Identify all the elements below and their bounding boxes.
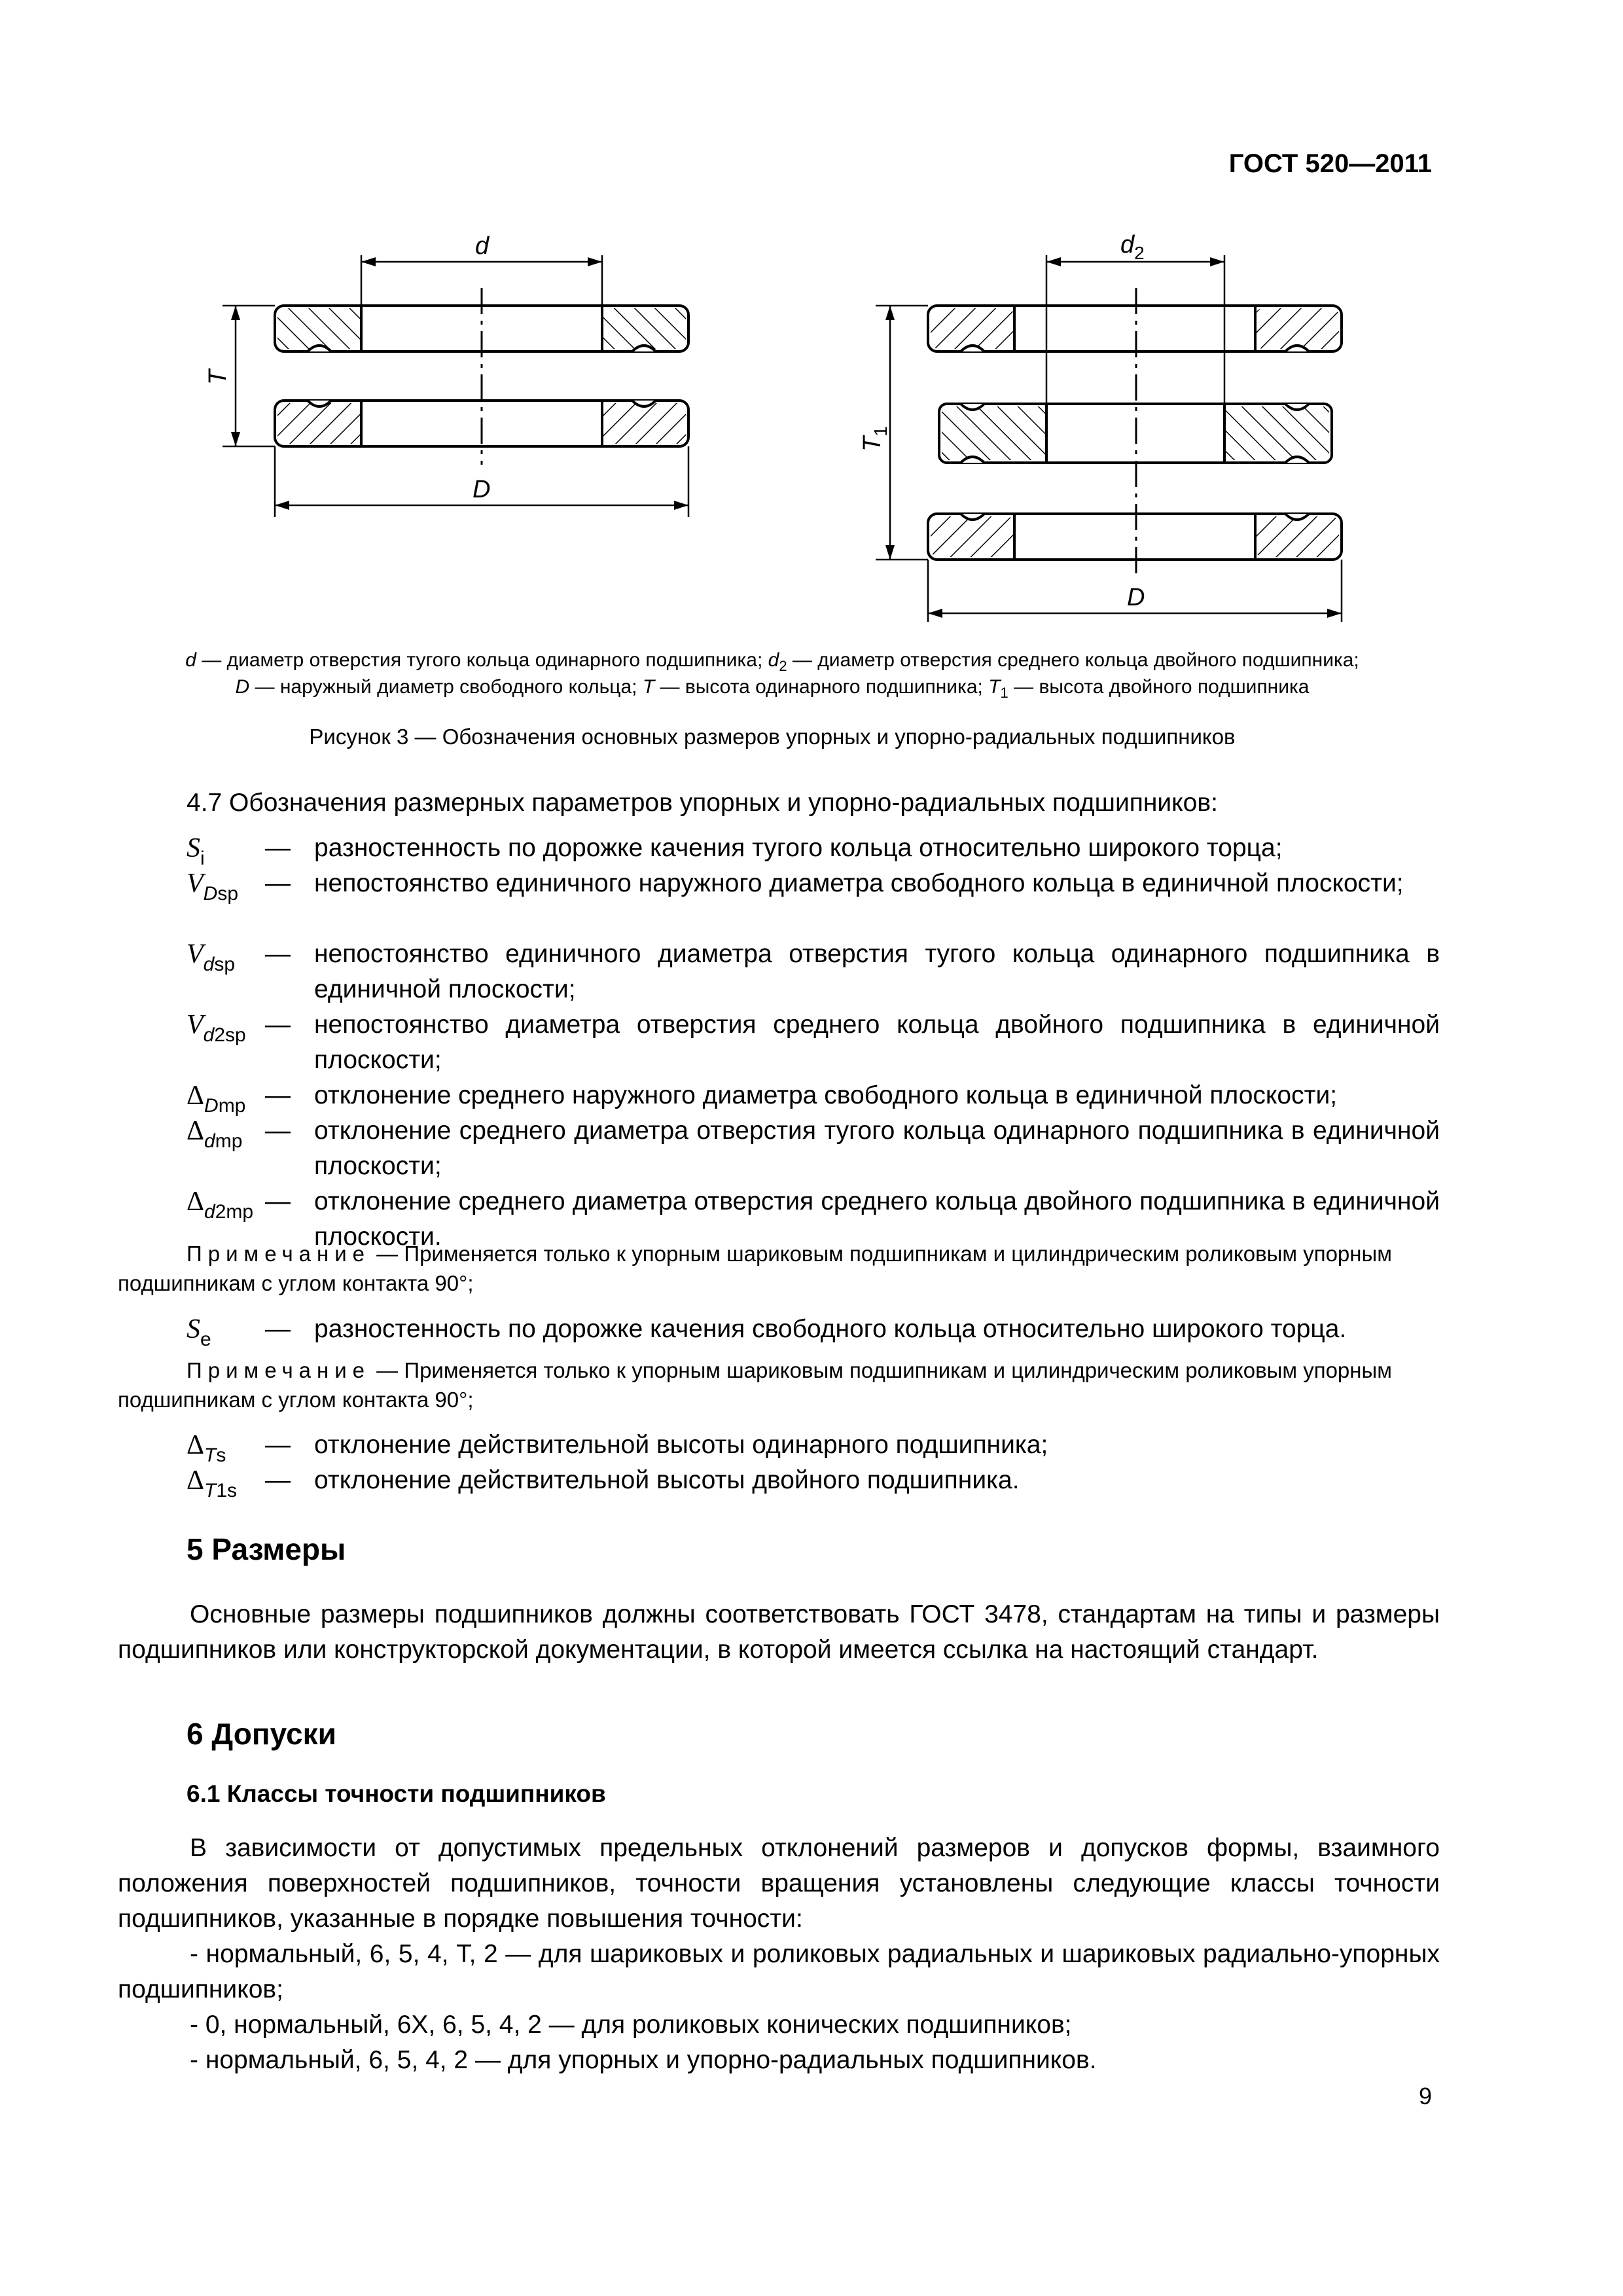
document-id: ГОСТ 520—2011	[1228, 149, 1432, 178]
definition-dash: —	[265, 1011, 291, 1039]
label-D-right: D	[1127, 584, 1145, 611]
definition-symbol: $S_i$	[187, 833, 205, 869]
section-6-title: 6 Допуски	[187, 1717, 336, 1751]
label-D-left: D	[473, 476, 491, 503]
list-item: - нормальный, 6, 5, 4, Т, 2 — для шариковых и роликовых радиальных и шариковых радиально-упорных подшипников;	[118, 1940, 1440, 2003]
section-6-1-title: 6.1 Классы точности подшипников	[187, 1780, 606, 1807]
page-number: 9	[1418, 2083, 1432, 2109]
definition-dash: —	[265, 1187, 291, 1215]
note-1: Примечание — Применяется только к упорным шариковым подшипникам и цилиндрическим роликовым упорным подшипникам с углом контакта 90°;	[118, 1242, 1392, 1295]
definition-symbol: $V_{d2sp}$	[187, 1010, 246, 1046]
bearing-dimensions-figure	[0, 0, 1623, 655]
figure-caption: Рисунок 3 — Обозначения основных размеров упорных и упорно-радиальных подшипников	[309, 725, 1236, 749]
definition-dash: —	[265, 869, 291, 897]
definition-symbol: $\Delta_{d2mp}$	[187, 1187, 254, 1223]
definition-symbol: $\Delta_{Dmp}$	[187, 1081, 246, 1117]
definition-text: непостоянство единичного наружного диаметра свободного кольца в единичной плоскости;	[314, 869, 1404, 897]
definition-symbol: $V_{Dsp}$	[187, 869, 239, 905]
list-item: - 0, нормальный, 6Х, 6, 5, 4, 2 — для роликовых конических подшипников;	[190, 2011, 1072, 2039]
note-2: Примечание — Применяется только к упорным шариковым подшипникам и цилиндрическим роликовым упорным подшипникам с углом контакта 90°;	[118, 1358, 1392, 1412]
section-4-7-intro: 4.7 Обозначения размерных параметров упорных и упорно-радиальных подшипников:	[187, 789, 1218, 817]
label-d: d	[475, 232, 490, 260]
label-T: T	[204, 369, 232, 385]
definition-dash: —	[265, 1081, 291, 1109]
label-T1: $T_1$	[859, 426, 891, 452]
definition-dash: —	[265, 834, 291, 862]
figure-legend-line-1: d — диаметр отверстия тугого кольца одинарного подшипника; $d_2$ — диаметр отверстия среднего кольца двойного подшипника;	[185, 649, 1359, 674]
definition-text: отклонение среднего диаметра отверстия тугого кольца одинарного подшипника в единичной плоскости;	[314, 1117, 1440, 1180]
list-item: - нормальный, 6, 5, 4, 2 — для упорных и упорно-радиальных подшипников.	[190, 2046, 1097, 2074]
label-d2: $d_2$	[1120, 231, 1145, 263]
definition-dash: —	[265, 1117, 291, 1145]
definition-text: отклонение среднего наружного диаметра свободного кольца в единичной плоскости;	[314, 1081, 1338, 1109]
definition-text: разностенность по дорожке качения тугого кольца относительно широкого торца;	[314, 834, 1283, 862]
definition-symbol: $\Delta_{dmp}$	[187, 1116, 243, 1152]
definition-dash: —	[265, 940, 291, 968]
definition-text: отклонение среднего диаметра отверстия среднего кольца двойного подшипника в единичной плоскости.	[314, 1187, 1440, 1251]
section-5-title: 5 Размеры	[187, 1532, 346, 1566]
section-6-1-text: В зависимости от допустимых предельных отклонений размеров и допусков формы, взаимного положения поверхностей подшипников, точности вращения установлены следующие классы точности подшипников, указанные в порядке повышения точности:	[118, 1834, 1440, 1933]
definition-text: непостоянство диаметра отверстия среднего кольца двойного подшипника в единичной плоскости;	[314, 1011, 1440, 1074]
definition-text: непостоянство единичного диаметра отверстия тугого кольца одинарного подшипника в единичной плоскости;	[314, 940, 1440, 1003]
definition-symbol: $V_{dsp}$	[187, 939, 236, 975]
figure-legend-line-2: D — наружный диаметр свободного кольца; T — высота одинарного подшипника; $T_1$ — высота двойного подшипника	[235, 676, 1310, 701]
section-5-text: Основные размеры подшипников должны соответствовать ГОСТ 3478, стандартам на типы и размеры подшипников или конструкторской документации, в которой имеется ссылка на настоящий стандарт.	[118, 1600, 1440, 1664]
